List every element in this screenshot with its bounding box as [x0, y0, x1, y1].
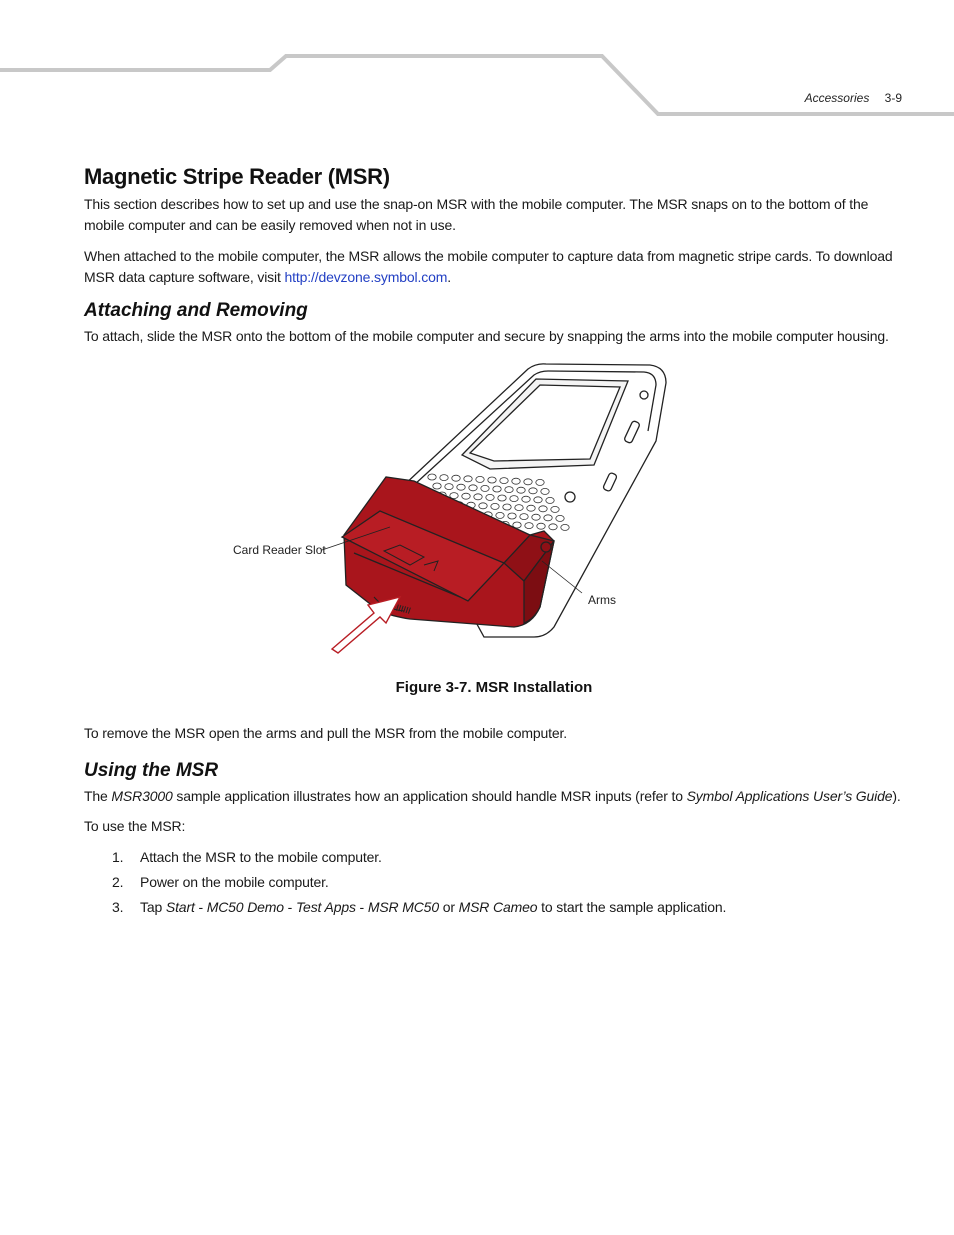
- list-item: [84, 897, 904, 918]
- keypad-key: [476, 476, 484, 482]
- keypad-key: [529, 488, 537, 494]
- keypad-key: [539, 506, 547, 512]
- menu-path-msr-cameo: MSR Cameo: [458, 899, 538, 915]
- keypad-key: [481, 485, 489, 491]
- menu-path-start: Start: [165, 899, 195, 915]
- remove-paragraph: To remove the MSR open the arms and pull the MSR from the mobile computer.: [84, 725, 568, 741]
- menu-path-msr-mc50: MSR MC50: [367, 899, 439, 915]
- keypad-key: [527, 505, 535, 511]
- path-separator: -: [283, 899, 296, 915]
- keypad-key: [474, 494, 482, 500]
- menu-path-demo: MC50 Demo: [206, 899, 284, 915]
- keypad-key: [491, 503, 499, 509]
- keypad-key: [440, 475, 448, 481]
- keypad-key: [532, 514, 540, 520]
- keypad-key: [433, 483, 441, 489]
- step-text: Attach the MSR to the mobile computer.: [140, 849, 382, 865]
- step-text: Tap: [140, 899, 166, 915]
- keypad-key: [522, 496, 530, 502]
- msr-installation-figure: [84, 361, 904, 696]
- app-name: MSR3000: [111, 788, 173, 804]
- path-separator: -: [355, 899, 368, 915]
- keypad-key: [537, 523, 545, 529]
- keypad-key: [503, 504, 511, 510]
- attaching-heading: Attaching and Removing: [84, 300, 308, 321]
- step-number: 1.: [112, 849, 124, 865]
- menu-path-test-apps: Test Apps: [295, 899, 356, 915]
- keypad-key: [428, 474, 436, 480]
- step-number: 2.: [112, 874, 124, 890]
- keypad-key: [500, 478, 508, 484]
- keypad-key: [457, 484, 465, 490]
- intro-p2-text: When attached to the mobile computer, the MSR allows the mobile computer to capture data from magnetic stripe cards. To download MSR data capture software, visit: [84, 248, 893, 285]
- steps-list: [84, 847, 904, 918]
- keypad-key: [488, 477, 496, 483]
- path-separator: -: [194, 899, 207, 915]
- keypad-key: [520, 514, 528, 520]
- keypad-key: [505, 487, 513, 493]
- keypad-key: [549, 524, 557, 530]
- keypad-key: [486, 494, 494, 500]
- keypad-key: [536, 479, 544, 485]
- keypad-key: [469, 485, 477, 491]
- keypad-key: [546, 497, 554, 503]
- keypad-key: [510, 496, 518, 502]
- step-text-or: or: [438, 899, 459, 915]
- using-p1-text: The: [84, 788, 112, 804]
- keypad-key: [541, 488, 549, 494]
- keypad-key: [515, 505, 523, 511]
- using-p1-end: ).: [892, 788, 901, 804]
- running-head-section: Accessories: [804, 91, 870, 105]
- keypad-key: [452, 475, 460, 481]
- page-number: 3-9: [884, 91, 902, 105]
- keypad-key: [462, 493, 470, 499]
- intro-paragraph-2: [84, 246, 904, 288]
- step-text: Power on the mobile computer.: [140, 874, 329, 890]
- keypad-key: [508, 513, 516, 519]
- keypad-key: [561, 524, 569, 530]
- list-item: [84, 847, 904, 868]
- attaching-paragraph: To attach, slide the MSR onto the bottom of the mobile computer and secure by snapping the arms into the mobile computer housing.: [84, 328, 889, 344]
- page-title: Magnetic Stripe Reader (MSR): [84, 164, 390, 189]
- keypad-key: [524, 479, 532, 485]
- step-number: 3.: [112, 899, 124, 915]
- keypad-key: [512, 478, 520, 484]
- using-heading: Using the MSR: [84, 760, 219, 781]
- msr-illustration: [84, 361, 904, 691]
- keypad-key: [479, 503, 487, 509]
- figure-caption: Figure 3-7. MSR Installation: [395, 679, 593, 696]
- keypad-key: [517, 487, 525, 493]
- keypad-key: [556, 515, 564, 521]
- using-paragraph-1: [84, 786, 904, 807]
- keypad-key: [525, 523, 533, 529]
- intro-paragraph-1: This section describes how to set up and use the snap-on MSR with the mobile computer. The MSR snaps on to the bottom of the mobile computer and can be easily removed when not in use.: [84, 196, 869, 233]
- keypad-key: [534, 497, 542, 503]
- insert-arrow: [332, 597, 400, 653]
- running-head: [805, 91, 902, 105]
- callout-card-reader-slot: Card Reader Slot: [233, 543, 326, 557]
- keypad-key: [544, 515, 552, 521]
- guide-reference: Symbol Applications User’s Guide: [686, 788, 893, 804]
- list-item: [84, 872, 904, 893]
- intro-p2-end: .: [447, 269, 451, 285]
- page-content: [84, 160, 904, 922]
- keypad-key: [496, 512, 504, 518]
- keypad-key: [464, 476, 472, 482]
- callout-arms: Arms: [588, 593, 616, 607]
- keypad-key: [551, 506, 559, 512]
- using-p1-text-2: sample application illustrates how an application should handle MSR inputs (refer to: [172, 788, 687, 804]
- keypad-key: [493, 486, 501, 492]
- step-text-end: to start the sample application.: [537, 899, 727, 915]
- keypad-key: [445, 484, 453, 490]
- keypad-key: [498, 495, 506, 501]
- using-paragraph-2: To use the MSR:: [84, 818, 186, 834]
- devzone-link[interactable]: http://devzone.symbol.com: [284, 269, 448, 285]
